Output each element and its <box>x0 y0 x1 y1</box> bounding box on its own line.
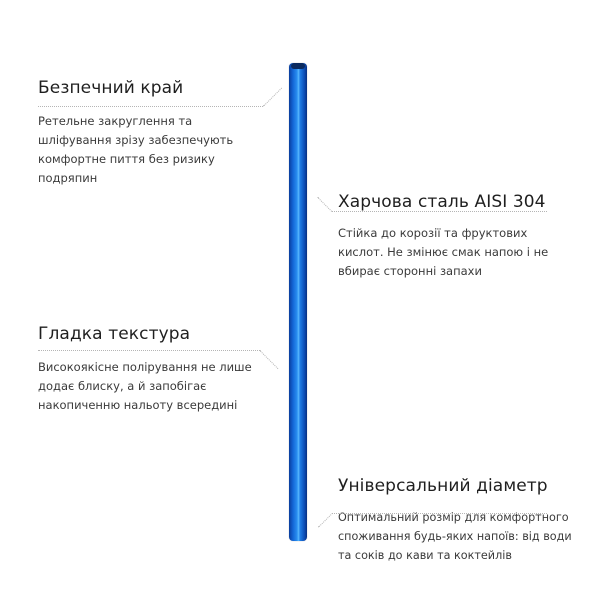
feature-heading: Безпечний край <box>38 78 184 98</box>
description-line: Високоякісне полірування не лише <box>38 360 252 374</box>
feature-smooth-texture <box>38 324 283 415</box>
feature-heading: Універсальний діаметр <box>338 476 548 496</box>
leader-line <box>38 350 260 351</box>
description-line: споживання будь-яких напоїв: від води <box>338 530 572 543</box>
feature-description <box>338 508 593 565</box>
description-line: накопиченню нальоту всередині <box>38 398 238 412</box>
feature-universal-diameter <box>338 476 593 565</box>
feature-heading: Гладка текстура <box>38 324 191 344</box>
description-line: кислот. Не змінює смак напою і не <box>338 245 549 259</box>
description-line: шліфування зрізу забезпечують <box>38 133 234 147</box>
feature-food-steel <box>338 192 588 281</box>
description-line: комфортне пиття без ризику <box>38 152 215 166</box>
description-line: та соків до кави та коктейлів <box>338 549 512 562</box>
feature-description <box>38 358 283 415</box>
feature-safe-edge <box>38 78 283 188</box>
leader-line <box>38 106 263 107</box>
feature-heading: Харчова сталь AISI 304 <box>338 192 546 212</box>
feature-description <box>38 112 283 188</box>
leader-line <box>318 513 333 528</box>
feature-description <box>338 224 588 281</box>
leader-line <box>332 513 547 514</box>
description-line: додає блиску, а й запобігає <box>38 379 207 393</box>
leader-line <box>317 197 332 212</box>
description-line: Стійка до корозії та фруктових <box>338 226 528 240</box>
leader-line <box>332 211 547 212</box>
description-line: подряпин <box>38 171 98 185</box>
description-line: Ретельне закруглення та <box>38 114 193 128</box>
description-line: вбирає сторонні запахи <box>338 264 482 278</box>
description-line: Оптимальний розмір для комфортного <box>338 511 569 524</box>
metal-straw-image <box>289 63 307 541</box>
